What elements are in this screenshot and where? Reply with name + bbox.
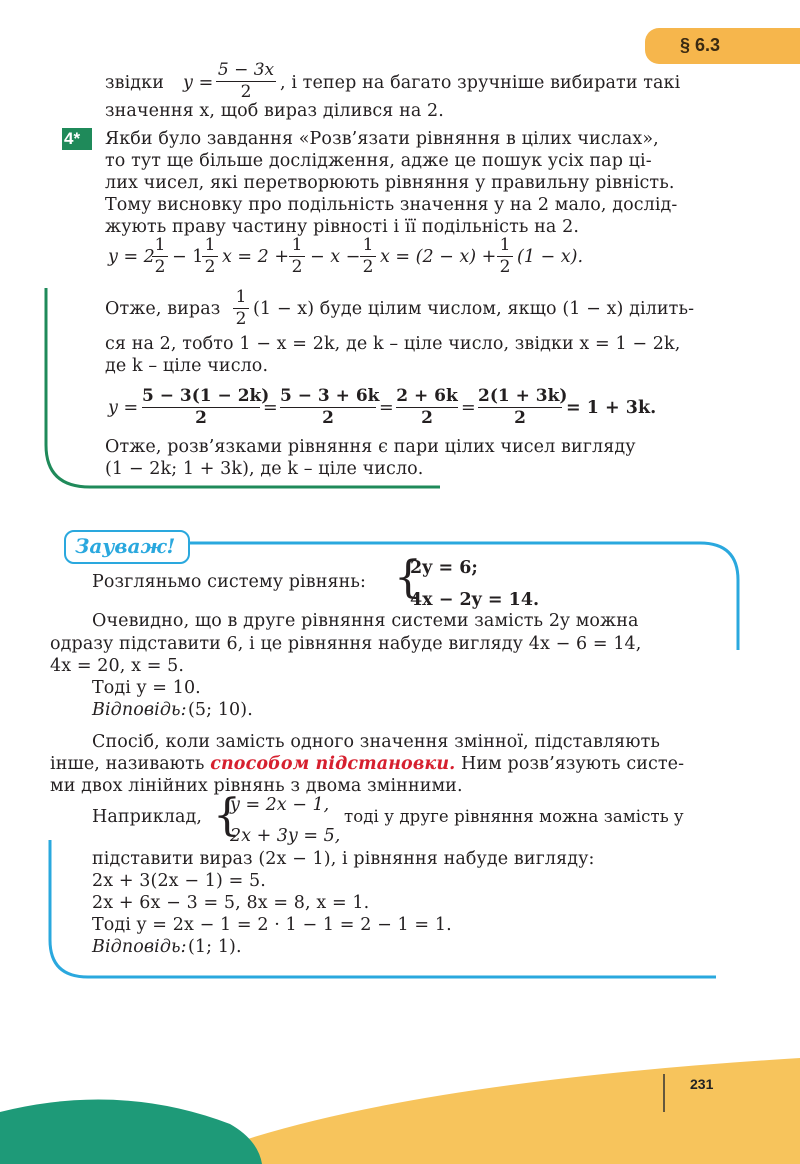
eq1-part: − x − (310, 247, 361, 267)
method-text: Ним розв’язують систе- (455, 754, 685, 774)
eq1-fraction: 1 2 (202, 235, 218, 277)
step-line: 2x + 6x − 3 = 5, 8x = 8, x = 1. (92, 893, 370, 913)
eq2-fraction: 2(1 + 3k) 2 (478, 386, 568, 428)
task-line: Тому висновку про подільність значення y на 2 мало, дослід- (105, 195, 678, 215)
eq1-part: − 1 (172, 247, 204, 267)
then-line: Тоді y = 10. (92, 678, 201, 698)
note-para-line: одразу підставити 6, і це рівняння набуде вигляду 4x − 6 = 14, (50, 634, 642, 654)
step-line: 2x + 3(2x − 1) = 5. (92, 871, 266, 891)
task-line: Якби було завдання «Розв’язати рівняння в цілих числах», (105, 129, 659, 149)
eq1-fraction: 1 2 (360, 235, 376, 277)
task-line: жують праву частину рівності і її подільність на 2. (105, 217, 580, 237)
system-brace: { (394, 552, 422, 603)
example-eq1: y = 2x − 1, (230, 795, 330, 815)
task-badge-label: 4* (64, 129, 81, 148)
eq1-part: y = 2 (108, 247, 155, 267)
final-line: (1 − 2k; 1 + 3k), де k – ціле число. (105, 459, 424, 479)
eq1-fraction: 1 2 (152, 235, 168, 277)
top-line1-b: , і тепер на багато зручніше вибирати такі (280, 73, 681, 93)
eq2-part: y = (108, 398, 139, 418)
eq2-part: = 1 + 3k. (566, 398, 657, 418)
note-para-line: Очевидно, що в друге рівняння системи замість 2y можна (92, 611, 639, 631)
eq2-fraction: 2 + 6k 2 (396, 386, 458, 428)
example-eq2: 2x + 3y = 5, (230, 826, 341, 846)
so-fraction: 1 2 (233, 287, 249, 329)
step-line: Тоді y = 2x − 1 = 2 · 1 − 1 = 2 − 1 = 1. (92, 915, 452, 935)
step-line: підставити вираз (2x − 1), і рівняння набуде вигляду: (92, 849, 595, 869)
top-line1-a: звідки (105, 73, 164, 93)
note-title: Зауваж! (75, 534, 176, 558)
eq2-fraction: 5 − 3(1 − 2k) 2 (142, 386, 270, 428)
system-eq1: 2y = 6; (410, 558, 478, 578)
eq1-part: x = 2 + (222, 247, 290, 267)
so-line: ся на 2, тобто 1 − x = 2k, де k – ціле число, звідки x = 1 − 2k, (105, 334, 681, 354)
eq2-part: = (379, 398, 394, 418)
method-line: Спосіб, коли замість одного значення змінної, підставляють (92, 732, 661, 752)
answer-value: (1; 1). (188, 937, 242, 957)
section-label: § 6.3 (680, 35, 721, 55)
top-line1-y: y = (183, 73, 214, 93)
eq2-part: = (461, 398, 476, 418)
so-line-a: Отже, вираз (105, 299, 221, 319)
top-frac-den: 2 (240, 82, 252, 102)
top-line2: значення x, щоб вираз ділився на 2. (105, 101, 444, 121)
eq1-part: x = (2 − x) + (380, 247, 497, 267)
page-number: 231 (690, 1076, 714, 1092)
eq1-fraction: 1 2 (497, 235, 513, 277)
note-para-line: 4x = 20, x = 5. (50, 656, 185, 676)
method-line: ми двох лінійних рівнянь з двома змінними. (50, 776, 463, 796)
example-brace: { (213, 790, 241, 841)
system-intro: Розгляньмо систему рівнянь: (92, 572, 367, 592)
method-text: інше, називають (50, 754, 211, 774)
system-eq2: 4x − 2y = 14. (410, 590, 540, 610)
eq1-part: (1 − x). (517, 247, 584, 267)
answer-value: (5; 10). (188, 700, 253, 720)
eq2-fraction: 5 − 3 + 6k 2 (280, 386, 380, 428)
answer-label: Відповідь: (92, 937, 187, 957)
task-line: лих чисел, які перетворюють рівняння у правильну рівність. (105, 173, 675, 193)
top-frac-num: 5 − 3x (217, 60, 275, 80)
so-line-b: (1 − x) буде цілим числом, якщо (1 − x) ділить- (253, 299, 695, 319)
answer-label: Відповідь: (92, 700, 187, 720)
eq1-fraction: 1 2 (289, 235, 305, 277)
final-line: Отже, розв’язками рівняння є пари цілих чисел вигляду (105, 437, 636, 457)
example-after: тоді у друге рівняння можна замість y (344, 807, 684, 826)
task-line: то тут ще більше дослідження, адже це пошук усіх пар ці- (105, 151, 652, 171)
example-intro: Наприклад, (92, 807, 203, 827)
eq2-part: = (263, 398, 278, 418)
method-highlight: способом підстановки. (210, 754, 456, 774)
so-line: де k – ціле число. (105, 356, 269, 376)
